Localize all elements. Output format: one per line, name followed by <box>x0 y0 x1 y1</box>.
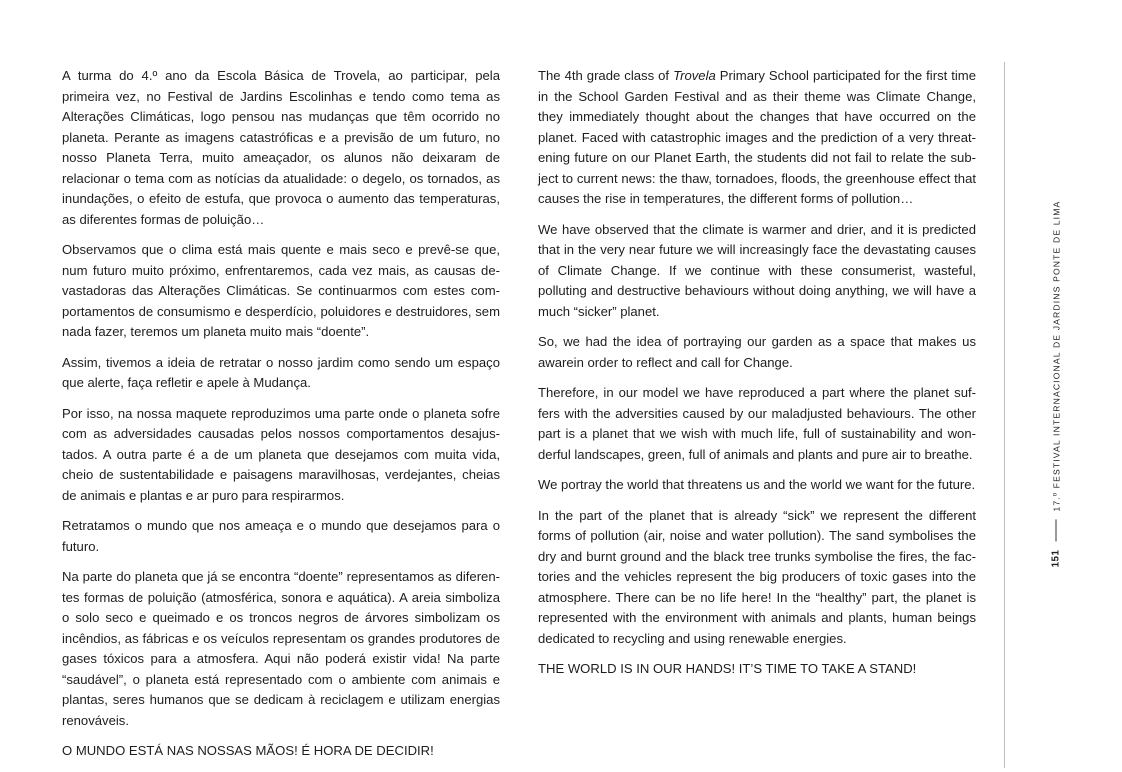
school-name-italic: Trovela <box>673 68 716 83</box>
body-paragraph: We portray the world that threatens us and the world we want for the future. <box>538 477 976 492</box>
body-paragraph: A turma do 4.º ano da Escola Básica de Trovela, ao participar, pela primeira vez, no Festival de Jardins Escolinhas e tendo como tema as Alterações Climáticas, logo pensou nas mudanças que têm ocorrido no planeta. Perante as imagens catastróficas e a previsão de um futuro, no nosso Planeta Terra, muito ameaçador, os alunos não deixaram de relacionar o tema com as notícias da atualidade: o degelo, os tornados, as inundações, o efeito de estufa, que provoca o aumento das temperaturas, as diferentes formas de poluição… <box>62 68 500 227</box>
body-paragraph-intro <box>538 66 976 210</box>
body-paragraph: In the part of the planet that is already “sick” we represent the different forms of pollution (air, noise and water pollution). The sand symbolises the dry and burnt ground and the black tree trunks symbolise the fires, the factories and the vehicles represent the big producers of toxic gases into the atmosphere. There can be no life here! In the “healthy” part, the planet is represented with the environment with animals and plants, human beings dedicated to recycling and using renewable energies. <box>538 507 976 646</box>
intro-text-end: Primary School participated for the first time in the School Garden Festival and as their theme was Climate Change, they immediately thought about the changes that have occurred on the planet. Faced with catastrophic images and the prediction of a very threatening future on our Planet Earth, the students did not fail to relate the subject to current news: the thaw, tornadoes, floods, the greenhouse effect that causes the rise in temperatures, the different forms of pollution… <box>538 68 977 206</box>
body-paragraph: Retratamos o mundo que nos ameaça e o mundo que desejamos para o futuro. <box>62 518 500 554</box>
english-text-column <box>538 66 976 690</box>
intro-text-start: The 4th grade class of <box>538 68 674 83</box>
body-paragraph: We have observed that the climate is warmer and drier, and it is predicted that in the very near future we will increasingly face the devastating causes of Climate Change. If we continue with these consumerist, wasteful, polluting and destructive behaviours without doing anything, we will have a much “sicker” planet. <box>538 221 976 319</box>
margin-divider <box>1004 62 1005 768</box>
body-paragraph: Observamos que o clima está mais quente e mais seco e prevê-se que, num futuro muito próximo, enfrentaremos, cada vez mais, as causas devastadoras das Alterações Climáticas. Se continuarmos com estes comportamentos de consumismo e desperdício, poluidores e destruidores, sem nada fazer, teremos um planeta muito mais “doente”. <box>62 242 500 339</box>
closing-statement: THE WORLD IS IN OUR HANDS! IT’S TIME TO TAKE A STAND! <box>538 661 917 676</box>
body-paragraph: Assim, tivemos a ideia de retratar o nosso jardim como sendo um espaço que alerte, faça refletir e apele à Mudança. <box>62 354 500 390</box>
body-paragraph: Por isso, na nossa maquete reproduzimos uma parte onde o planeta sofre com as adversidades causadas pelos nossos comportamentos desajustados. A outra parte é a de um planeta que desejamos com muita vida, cheio de sustentabilidade e paisagens maravilhosas, verdejantes, cheias de animais e plantas e ar puro para respirarmos. <box>62 405 500 503</box>
page-number: 151 <box>1050 549 1062 568</box>
body-paragraph: Na parte do planeta que já se encontra “doente” representamos as diferentes formas de poluição (atmosférica, sonora e aquática). A areia simboliza o solo seco e queimado e os troncos negros de árvores simbolizam os incêndios, as fábricas e os veículos representam os grandes produtores de gases tóxicos para a atmosfera. Aqui não poderá existir vida! Na parte “saudável”, o planeta está representado com o ambiente com animais e plantas, seres humanos que se dedicam à reciclagem e utilizam energias renováveis. <box>62 569 500 728</box>
separator-dash <box>1056 520 1057 542</box>
body-paragraph: Therefore, in our model we have reproduced a part where the planet suffers with the adversities caused by our maladjusted behaviours. The other part is a planet that we wish with much life, full of sustainability and wonderful landscapes, green, full of animals and plants and pure air to breathe. <box>538 385 976 462</box>
portuguese-text-column <box>62 66 500 772</box>
body-paragraph: So, we had the idea of portraying our garden as a space that makes us awarein order to reflect and call for Change. <box>538 334 976 370</box>
running-title: 17.º FESTIVAL INTERNACIONAL DE JARDINS PONTE DE LIMA <box>1051 200 1061 512</box>
closing-statement: O MUNDO ESTÁ NAS NOSSAS MÃOS! É HORA DE DECIDIR! <box>62 743 434 758</box>
